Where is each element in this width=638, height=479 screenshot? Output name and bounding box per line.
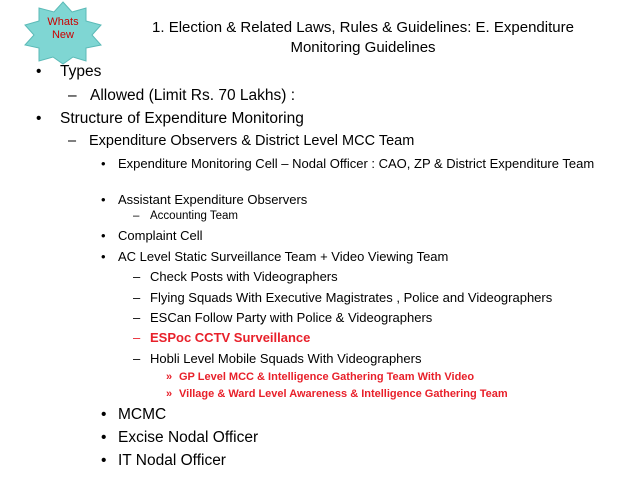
list-item-mcmc [101, 406, 166, 424]
item-text: Flying Squads With Executive Magistrates , Police and Videographers [150, 290, 553, 305]
list-item-structure [36, 110, 304, 128]
list-item-types [36, 63, 101, 81]
bullet-marker: • [101, 429, 107, 446]
arrow-marker: » [166, 371, 173, 383]
item-text: Assistant Expenditure Observers [118, 192, 308, 207]
item-text: Expenditure Monitoring Cell – Nodal Officer : CAO, ZP & District Expenditure Team [118, 156, 595, 171]
dash-marker: – [133, 310, 141, 325]
item-text: IT Nodal Officer [118, 452, 226, 469]
item-text: Structure of Expenditure Monitoring [60, 110, 304, 127]
item-text: Allowed (Limit Rs. 70 Lakhs) : [90, 87, 296, 104]
list-item-check-posts [133, 269, 338, 284]
list-item-flying [133, 290, 552, 305]
dash-marker: – [133, 290, 141, 305]
list-item-gp-level [166, 371, 474, 383]
item-text: Complaint Cell [118, 228, 203, 243]
bullet-marker: • [101, 192, 106, 207]
bullet-marker: • [101, 452, 107, 469]
item-text: ESPoc CCTV Surveillance [150, 330, 311, 345]
bullet-marker: • [101, 156, 106, 171]
whats-new-badge [23, 1, 103, 65]
item-text: MCMC [118, 406, 167, 423]
list-item-escan [133, 310, 432, 325]
dash-marker: – [133, 269, 141, 284]
item-text: ESCan Follow Party with Police & Videographers [150, 310, 433, 325]
badge-text [23, 16, 103, 42]
bullet-marker: • [36, 110, 42, 127]
list-item-assistant [101, 192, 307, 207]
bullet-marker: • [36, 63, 42, 80]
list-item-accounting [133, 210, 238, 222]
list-item-cell [101, 155, 601, 173]
title-line1: 1. Election & Related Laws, Rules & Guidelines: E. Expenditure [152, 19, 574, 36]
bullet-marker: • [101, 406, 107, 423]
dash-marker: – [133, 330, 141, 345]
item-text: Village & Ward Level Awareness & Intelligence Gathering Team [179, 388, 508, 400]
list-item-it [101, 452, 226, 470]
item-text: GP Level MCC & Intelligence Gathering Team With Video [179, 371, 475, 383]
title-line2: Monitoring Guidelines [290, 39, 436, 56]
list-item-excise [101, 429, 258, 447]
dash-marker: – [68, 133, 77, 149]
arrow-marker: » [166, 388, 173, 400]
dash-marker: – [68, 87, 77, 104]
item-text: Check Posts with Videographers [150, 269, 338, 284]
item-text: Types [60, 63, 102, 80]
page-title [128, 18, 598, 58]
list-item-espoc [133, 330, 310, 345]
badge-line2: New [51, 29, 74, 41]
list-item-observers [68, 133, 414, 149]
item-text: AC Level Static Surveillance Team + Video Viewing Team [118, 249, 449, 264]
list-item-hobli [133, 351, 421, 366]
item-text: Hobli Level Mobile Squads With Videographers [150, 351, 422, 366]
list-item-allowed [68, 87, 295, 105]
dash-marker: – [133, 210, 140, 222]
bullet-marker: • [101, 228, 106, 243]
bullet-marker: • [101, 249, 106, 264]
badge-line1: Whats [47, 16, 79, 28]
list-item-complaint [101, 228, 203, 243]
list-item-village [166, 388, 508, 400]
item-text: Accounting Team [150, 210, 239, 222]
item-text: Excise Nodal Officer [118, 429, 259, 446]
item-text: Expenditure Observers & District Level MCC Team [89, 133, 415, 149]
dash-marker: – [133, 351, 141, 366]
list-item-ac-level [101, 249, 448, 264]
